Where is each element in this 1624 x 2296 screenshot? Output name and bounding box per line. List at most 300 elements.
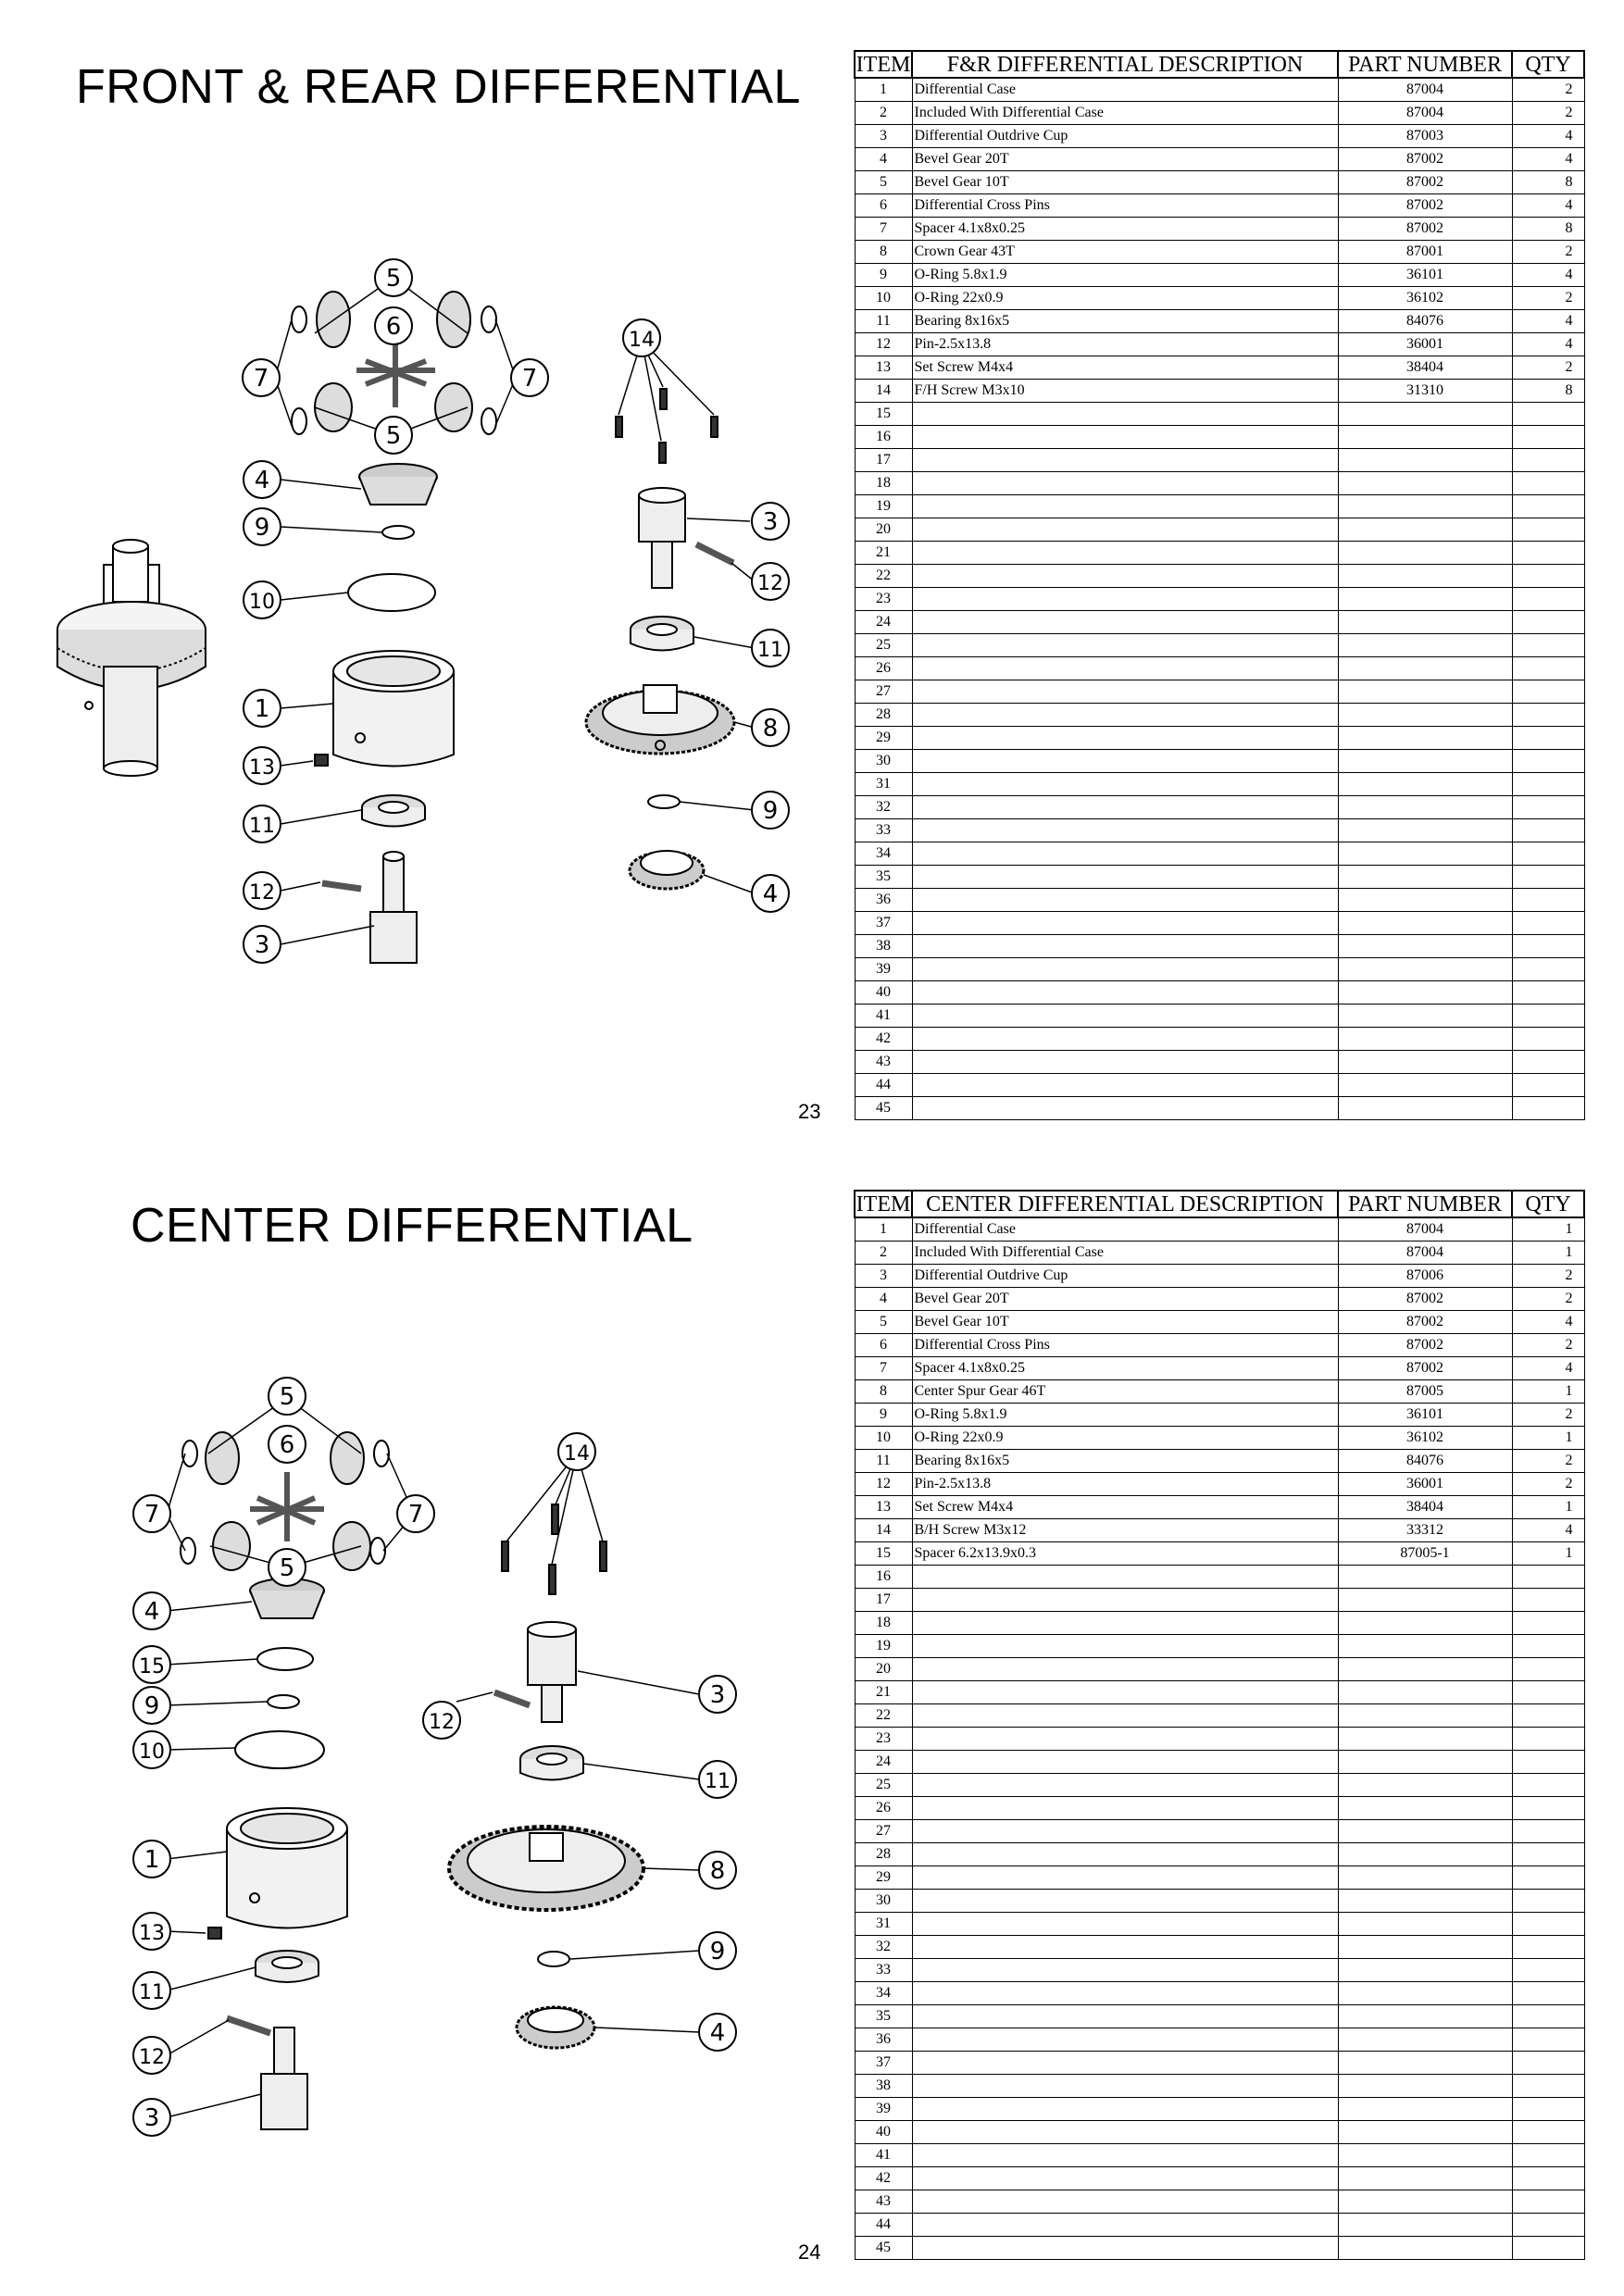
table-row	[855, 426, 1584, 449]
callout-num: 14	[564, 1442, 590, 1466]
cell-part-number	[1338, 1820, 1512, 1843]
center-bearing-right-drawing	[520, 1746, 583, 1780]
cell-item: 22	[855, 565, 912, 588]
center-outdrive-right-drawing	[528, 1622, 576, 1722]
cell-description: Differential Cross Pins	[912, 194, 1338, 218]
cell-part-number: 38404	[1338, 1496, 1512, 1519]
cell-qty	[1512, 680, 1584, 704]
cell-qty	[1512, 958, 1584, 981]
cell-part-number: 36101	[1338, 264, 1512, 287]
table-row	[855, 403, 1584, 426]
table-row	[855, 1217, 1584, 1242]
cell-item: 9	[855, 264, 912, 287]
table-row	[855, 1681, 1584, 1704]
cell-qty	[1512, 750, 1584, 773]
table-row	[855, 310, 1584, 333]
cell-item: 25	[855, 634, 912, 657]
cell-item: 42	[855, 1028, 912, 1051]
cell-qty	[1512, 518, 1584, 542]
cell-part-number: 87004	[1338, 1217, 1512, 1242]
cell-item: 17	[855, 449, 912, 472]
table-row	[855, 1820, 1584, 1843]
cell-part-number: 87002	[1338, 218, 1512, 241]
cell-description	[912, 958, 1338, 981]
table-row	[855, 1982, 1584, 2005]
callout-num: 6	[385, 313, 402, 341]
table-row	[855, 1566, 1584, 1589]
cell-part-number: 87002	[1338, 194, 1512, 218]
cell-description	[912, 1820, 1338, 1843]
cell-part-number: 33312	[1338, 1519, 1512, 1542]
cell-qty	[1512, 1913, 1584, 1936]
cell-description: Differential Cross Pins	[912, 1334, 1338, 1357]
cell-description: Bevel Gear 20T	[912, 148, 1338, 171]
cell-item: 19	[855, 495, 912, 518]
cell-part-number	[1338, 1566, 1512, 1589]
cell-qty	[1512, 1728, 1584, 1751]
table-row	[855, 241, 1584, 264]
cell-description	[912, 1635, 1338, 1658]
cell-description: O-Ring 22x0.9	[912, 1427, 1338, 1450]
center-parts-table	[854, 1190, 1585, 2260]
cell-part-number: 84076	[1338, 1450, 1512, 1473]
page-number-24: 24	[798, 2240, 821, 2264]
cell-item: 1	[855, 78, 912, 102]
table-row	[855, 2190, 1584, 2214]
center-diagram-svg	[111, 1361, 759, 2157]
cell-part-number	[1338, 773, 1512, 796]
callout-num: 13	[249, 756, 275, 780]
table-row	[855, 2075, 1584, 2098]
cell-description	[912, 2237, 1338, 2260]
cell-description	[912, 680, 1338, 704]
cell-part-number	[1338, 1982, 1512, 2005]
cell-description: Differential Outdrive Cup	[912, 125, 1338, 148]
cell-qty	[1512, 704, 1584, 727]
cell-item: 28	[855, 704, 912, 727]
cell-item: 30	[855, 1890, 912, 1913]
cell-item: 33	[855, 1959, 912, 1982]
cell-item: 45	[855, 2237, 912, 2260]
cell-part-number	[1338, 1751, 1512, 1774]
cell-qty	[1512, 1820, 1584, 1843]
cell-qty	[1512, 588, 1584, 611]
cell-description	[912, 2052, 1338, 2075]
table-row	[855, 1774, 1584, 1797]
cell-part-number: 36001	[1338, 333, 1512, 356]
cell-item: 2	[855, 1242, 912, 1265]
cell-description	[912, 1890, 1338, 1913]
cell-qty	[1512, 542, 1584, 565]
cell-description	[912, 1612, 1338, 1635]
table-row	[855, 542, 1584, 565]
table-row	[855, 680, 1584, 704]
cell-qty	[1512, 1774, 1584, 1797]
pin-right-drawing	[696, 544, 733, 563]
cell-qty	[1512, 2214, 1584, 2237]
cell-item: 16	[855, 426, 912, 449]
table-row	[855, 1635, 1584, 1658]
cell-qty	[1512, 1566, 1584, 1589]
cell-item: 39	[855, 2098, 912, 2121]
cell-item: 29	[855, 727, 912, 750]
cell-description: O-Ring 5.8x1.9	[912, 1404, 1338, 1427]
cell-qty: 2	[1512, 78, 1584, 102]
cell-description	[912, 1913, 1338, 1936]
cell-qty	[1512, 1843, 1584, 1866]
cell-item: 19	[855, 1635, 912, 1658]
front-rear-table-body	[855, 78, 1584, 1120]
cell-item: 8	[855, 241, 912, 264]
cell-part-number: 31310	[1338, 380, 1512, 403]
cell-qty: 2	[1512, 287, 1584, 310]
cell-part-number	[1338, 1843, 1512, 1866]
cell-item: 40	[855, 981, 912, 1004]
cell-qty	[1512, 2052, 1584, 2075]
cell-item: 3	[855, 1265, 912, 1288]
cell-part-number: 87003	[1338, 125, 1512, 148]
cell-description	[912, 2075, 1338, 2098]
cell-part-number	[1338, 565, 1512, 588]
callout-num: 3	[709, 1681, 726, 1709]
cell-part-number	[1338, 842, 1512, 866]
callout-num: 9	[709, 1938, 726, 1965]
table-row	[855, 171, 1584, 194]
cell-item: 17	[855, 1589, 912, 1612]
cell-description	[912, 1566, 1338, 1589]
table-row	[855, 380, 1584, 403]
callout-num: 12	[249, 881, 275, 905]
cell-description	[912, 866, 1338, 889]
cell-qty	[1512, 1635, 1584, 1658]
cell-qty	[1512, 866, 1584, 889]
center-screws-drawing	[502, 1504, 606, 1594]
cell-part-number: 87004	[1338, 78, 1512, 102]
table-row	[855, 148, 1584, 171]
table-row	[855, 657, 1584, 680]
table-row	[855, 1542, 1584, 1566]
cell-item: 43	[855, 2190, 912, 2214]
cell-part-number	[1338, 518, 1512, 542]
cell-qty	[1512, 449, 1584, 472]
cell-description	[912, 1797, 1338, 1820]
cell-description	[912, 935, 1338, 958]
callout-num: 8	[709, 1857, 726, 1885]
cell-part-number	[1338, 958, 1512, 981]
cell-qty	[1512, 889, 1584, 912]
cell-part-number	[1338, 727, 1512, 750]
center-pin-right-drawing	[494, 1692, 530, 1705]
callout-num: 7	[253, 365, 269, 393]
front-rear-diagram-svg	[56, 250, 815, 991]
table-row	[855, 588, 1584, 611]
center-callout-circles	[133, 1378, 736, 2136]
cell-item: 45	[855, 1097, 912, 1120]
table-row	[855, 1404, 1584, 1427]
table-row	[855, 1704, 1584, 1728]
table-row	[855, 264, 1584, 287]
cell-description	[912, 1681, 1338, 1704]
set-screw-drawing	[315, 755, 328, 766]
cell-description: Set Screw M4x4	[912, 356, 1338, 380]
column-header-part-number: PART NUMBER	[1338, 1191, 1512, 1217]
cell-qty: 1	[1512, 1242, 1584, 1265]
cell-qty: 8	[1512, 380, 1584, 403]
cell-description	[912, 542, 1338, 565]
cell-qty: 4	[1512, 194, 1584, 218]
cell-description	[912, 1936, 1338, 1959]
cell-description: B/H Screw M3x12	[912, 1519, 1338, 1542]
cell-part-number	[1338, 1774, 1512, 1797]
cell-qty	[1512, 2075, 1584, 2098]
cell-part-number: 84076	[1338, 310, 1512, 333]
cell-part-number	[1338, 472, 1512, 495]
cell-description: Set Screw M4x4	[912, 1496, 1338, 1519]
cell-item: 20	[855, 518, 912, 542]
cell-qty	[1512, 935, 1584, 958]
cell-part-number	[1338, 1635, 1512, 1658]
table-header-row	[855, 51, 1584, 78]
cell-qty: 4	[1512, 1311, 1584, 1334]
cell-part-number: 87002	[1338, 1311, 1512, 1334]
column-header-qty: QTY	[1512, 51, 1584, 78]
callout-num: 15	[139, 1655, 165, 1678]
column-header-item: ITEM	[856, 1192, 911, 1217]
cell-description	[912, 704, 1338, 727]
cell-qty	[1512, 1097, 1584, 1120]
cell-part-number	[1338, 1681, 1512, 1704]
table-row	[855, 1496, 1584, 1519]
cell-qty: 4	[1512, 125, 1584, 148]
cell-description	[912, 1751, 1338, 1774]
table-row	[855, 1936, 1584, 1959]
cell-item: 26	[855, 1797, 912, 1820]
callout-num: 3	[762, 508, 779, 536]
table-row	[855, 2237, 1584, 2260]
cell-qty	[1512, 1681, 1584, 1704]
cell-item: 7	[855, 1357, 912, 1380]
cell-description	[912, 1704, 1338, 1728]
callout-num: 8	[762, 715, 779, 742]
callout-num: 9	[762, 797, 779, 825]
cell-part-number	[1338, 819, 1512, 842]
center-o-ring-large-drawing	[235, 1731, 324, 1768]
cell-item: 15	[855, 403, 912, 426]
cell-item: 39	[855, 958, 912, 981]
cell-description: Bevel Gear 20T	[912, 1288, 1338, 1311]
cell-part-number: 87004	[1338, 1242, 1512, 1265]
cell-item: 3	[855, 125, 912, 148]
cell-qty: 2	[1512, 1288, 1584, 1311]
cell-description: Differential Case	[912, 78, 1338, 102]
cell-item: 35	[855, 866, 912, 889]
cell-part-number	[1338, 426, 1512, 449]
table-row	[855, 750, 1584, 773]
table-row	[855, 518, 1584, 542]
cell-description	[912, 495, 1338, 518]
callout-num: 11	[757, 639, 783, 662]
cell-description	[912, 1028, 1338, 1051]
cell-part-number	[1338, 403, 1512, 426]
cell-qty	[1512, 2237, 1584, 2260]
callout-num: 7	[521, 365, 538, 393]
cell-qty	[1512, 495, 1584, 518]
cell-description	[912, 1774, 1338, 1797]
cell-item: 22	[855, 1704, 912, 1728]
cell-part-number	[1338, 750, 1512, 773]
cell-part-number	[1338, 1097, 1512, 1120]
cell-item: 12	[855, 333, 912, 356]
cell-part-number: 87002	[1338, 1288, 1512, 1311]
cell-description	[912, 634, 1338, 657]
cell-description	[912, 912, 1338, 935]
cell-qty	[1512, 842, 1584, 866]
o-ring-small-drawing	[382, 526, 414, 539]
cell-item: 41	[855, 1004, 912, 1028]
cell-qty: 1	[1512, 1496, 1584, 1519]
cell-item: 43	[855, 1051, 912, 1074]
table-row	[855, 1843, 1584, 1866]
cell-qty	[1512, 1004, 1584, 1028]
callout-num: 11	[705, 1770, 731, 1793]
cell-qty	[1512, 1051, 1584, 1074]
cell-item: 33	[855, 819, 912, 842]
table-row	[855, 2098, 1584, 2121]
table-row	[855, 773, 1584, 796]
callout-num: 10	[139, 1741, 165, 1764]
cell-part-number	[1338, 981, 1512, 1004]
table-row	[855, 1311, 1584, 1334]
cell-description	[912, 773, 1338, 796]
cell-part-number	[1338, 1658, 1512, 1681]
cell-description	[912, 750, 1338, 773]
cell-item: 32	[855, 796, 912, 819]
table-row	[855, 472, 1584, 495]
cell-description: F/H Screw M3x10	[912, 380, 1338, 403]
cell-description	[912, 981, 1338, 1004]
cell-qty	[1512, 1028, 1584, 1051]
center-case-drawing	[227, 1808, 347, 1928]
table-row	[855, 1959, 1584, 1982]
cell-item: 41	[855, 2144, 912, 2167]
center-set-screw-drawing	[208, 1928, 221, 1939]
cell-part-number	[1338, 2190, 1512, 2214]
cell-description	[912, 657, 1338, 680]
column-header-part-number: PART NUMBER	[1338, 51, 1512, 78]
center-bearing-left-drawing	[256, 1951, 319, 1982]
cell-item: 15	[855, 1542, 912, 1566]
cell-part-number	[1338, 2028, 1512, 2052]
page-title-center: CENTER DIFFERENTIAL	[131, 1199, 693, 1253]
cell-part-number: 36101	[1338, 1404, 1512, 1427]
cell-description	[912, 796, 1338, 819]
cell-item: 36	[855, 889, 912, 912]
table-row	[855, 2052, 1584, 2075]
callout-num: 5	[279, 1383, 295, 1411]
cell-qty	[1512, 1797, 1584, 1820]
cell-qty	[1512, 403, 1584, 426]
outdrive-cup-right-drawing	[639, 488, 685, 588]
callout-num: 9	[144, 1692, 160, 1720]
cell-item: 34	[855, 1982, 912, 2005]
table-row	[855, 1242, 1584, 1265]
cell-description: Differential Case	[912, 1217, 1338, 1242]
cell-qty	[1512, 2005, 1584, 2028]
table-row	[855, 958, 1584, 981]
table-row	[855, 2144, 1584, 2167]
cell-item: 20	[855, 1658, 912, 1681]
spacer-drawing	[257, 1648, 313, 1670]
bearing-right-drawing	[631, 617, 693, 651]
cell-qty: 4	[1512, 333, 1584, 356]
table-row	[855, 819, 1584, 842]
callout-num: 7	[407, 1501, 424, 1529]
cell-description	[912, 1959, 1338, 1982]
callout-num: 12	[139, 2046, 165, 2069]
outdrive-cup-left-drawing	[370, 852, 417, 963]
callout-num: 10	[249, 591, 275, 614]
cell-qty: 2	[1512, 1473, 1584, 1496]
cell-part-number: 87005	[1338, 1380, 1512, 1404]
cell-part-number	[1338, 1936, 1512, 1959]
table-row	[855, 1051, 1584, 1074]
cell-part-number	[1338, 542, 1512, 565]
cell-item: 32	[855, 1936, 912, 1959]
cell-description: O-Ring 5.8x1.9	[912, 264, 1338, 287]
cell-description: Spacer 4.1x8x0.25	[912, 218, 1338, 241]
cell-part-number	[1338, 889, 1512, 912]
cell-description	[912, 1589, 1338, 1612]
cell-description: O-Ring 22x0.9	[912, 287, 1338, 310]
cell-part-number	[1338, 1004, 1512, 1028]
cell-item: 10	[855, 1427, 912, 1450]
cell-qty	[1512, 1959, 1584, 1982]
table-row	[855, 1357, 1584, 1380]
cell-description	[912, 2121, 1338, 2144]
pin-left-drawing	[322, 883, 361, 889]
center-table-body	[855, 1217, 1584, 2260]
cell-qty	[1512, 1612, 1584, 1635]
crown-gear-drawing	[586, 685, 734, 754]
table-row	[855, 1612, 1584, 1635]
callout-num: 4	[144, 1598, 160, 1626]
cell-description: Spacer 4.1x8x0.25	[912, 1357, 1338, 1380]
center-spur-gear-drawing	[449, 1827, 643, 1910]
cell-qty: 8	[1512, 218, 1584, 241]
cell-item: 18	[855, 1612, 912, 1635]
cell-part-number	[1338, 1913, 1512, 1936]
cell-qty	[1512, 796, 1584, 819]
cell-qty	[1512, 611, 1584, 634]
cell-part-number: 87002	[1338, 148, 1512, 171]
cell-part-number	[1338, 2098, 1512, 2121]
cell-item: 24	[855, 1751, 912, 1774]
cell-part-number	[1338, 680, 1512, 704]
cell-description	[912, 1843, 1338, 1866]
cell-qty: 2	[1512, 1450, 1584, 1473]
table-row	[855, 866, 1584, 889]
cell-part-number	[1338, 588, 1512, 611]
cell-qty: 1	[1512, 1217, 1584, 1242]
bevel-gear-right-drawing	[630, 851, 704, 889]
cell-item: 35	[855, 2005, 912, 2028]
assembled-differential-drawing	[57, 540, 206, 776]
table-row	[855, 704, 1584, 727]
table-row	[855, 1866, 1584, 1890]
cell-qty	[1512, 981, 1584, 1004]
callout-num: 7	[144, 1501, 160, 1529]
callout-num: 9	[254, 514, 270, 542]
